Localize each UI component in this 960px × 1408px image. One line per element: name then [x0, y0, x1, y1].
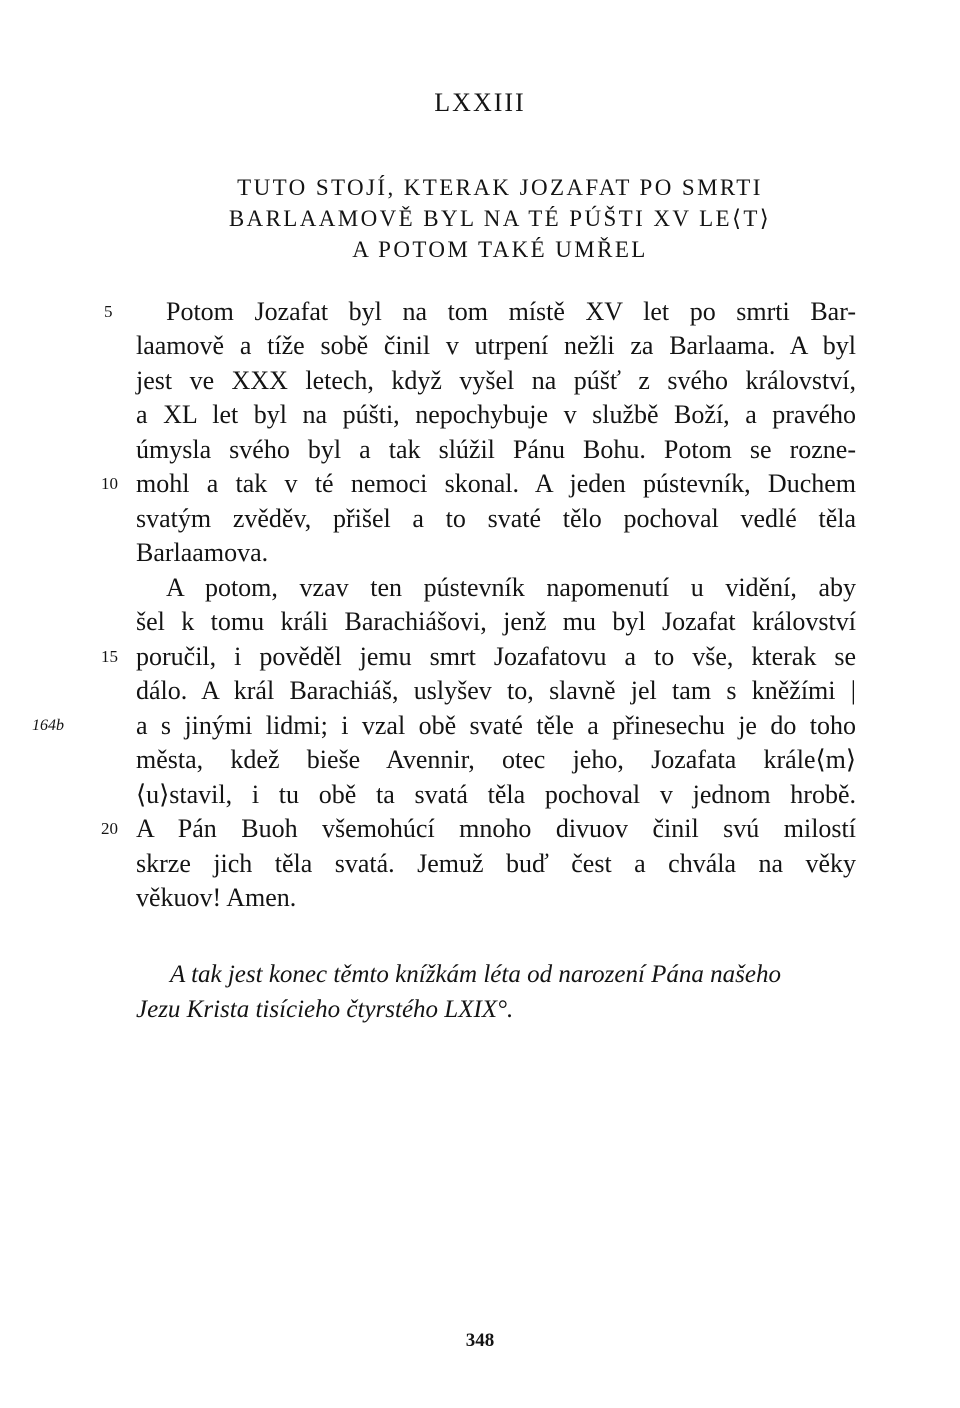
colophon-line: A tak jest konec těmto knížkám léta od narození Pána našeho: [170, 961, 781, 988]
chapter-number: LXXIII: [434, 88, 526, 117]
line-number: 20: [101, 819, 118, 838]
text-line: svatým zvěděv, přišel a to svaté tělo pochoval vedlé těla: [136, 504, 856, 533]
text-line: šel k tomu králi Barachiášovi, jenž mu byl Jozafat království: [136, 607, 856, 636]
text-line: Potom Jozafat byl na tom místě XV let po smrti Bar-: [166, 297, 856, 326]
line-number: 15: [101, 647, 118, 666]
text-line: poručil, i pověděl jemu smrt Jozafatovu a to vše, kterak se: [136, 642, 856, 671]
text-line: mohl a tak v té nemoci skonal. A jeden pústevník, Duchem: [136, 469, 856, 498]
text-line: úmysla svého byl a tak slúžil Pánu Bohu. Potom se rozne-: [136, 435, 856, 464]
text-line: jest ve XXX letech, když vyšel na púšť z svého království,: [136, 366, 856, 395]
line-number: 5: [104, 302, 113, 321]
page-number: 348: [465, 1330, 495, 1351]
text-line: ⟨u⟩stavil, i tu obě ta svatá těla pochoval v jednom hrobě.: [136, 780, 856, 809]
chapter-heading: [130, 172, 870, 265]
colophon-line: Jezu Krista tisícieho čtyrstého LXIX°.: [136, 996, 514, 1023]
text-line: A Pán Buoh všemohúcí mnoho divuov činil svú milostí: [136, 814, 856, 843]
heading-line: BARLAAMOVĚ BYL NA TÉ PÚŠTI XV LE⟨T⟩: [228, 206, 772, 231]
line-number: 10: [101, 474, 118, 493]
text-line: a s jinými lidmi; i vzal obě svaté těle a přinesechu je do toho: [136, 711, 856, 740]
heading-line: TUTO STOJÍ, KTERAK JOZAFAT PO SMRTI: [237, 175, 763, 200]
text-line: laamově a tíže sobě činil v utrpení nežli za Barlaama. A byl: [136, 331, 856, 360]
text-line: města, kdež bieše Avennir, otec jeho, Jozafata krále⟨m⟩: [136, 745, 856, 774]
text-line: a XL let byl na púšti, nepochybuje v službě Boží, a pravého: [136, 400, 856, 429]
heading-line: A POTOM TAKÉ UMŘEL: [352, 237, 648, 262]
text-line: A potom, vzav ten pústevník napomenutí u vidění, aby: [166, 573, 856, 602]
text-line: věkuov! Amen.: [136, 883, 297, 912]
text-line: dálo. A král Barachiáš, uslyšev to, slavně jel tam s kněžími |: [136, 676, 856, 705]
text-line: Barlaamova.: [136, 538, 269, 567]
text-line: skrze jich těla svatá. Jemuž buď čest a chvála na věky: [136, 849, 856, 878]
folio-marker: 164b: [32, 717, 64, 734]
